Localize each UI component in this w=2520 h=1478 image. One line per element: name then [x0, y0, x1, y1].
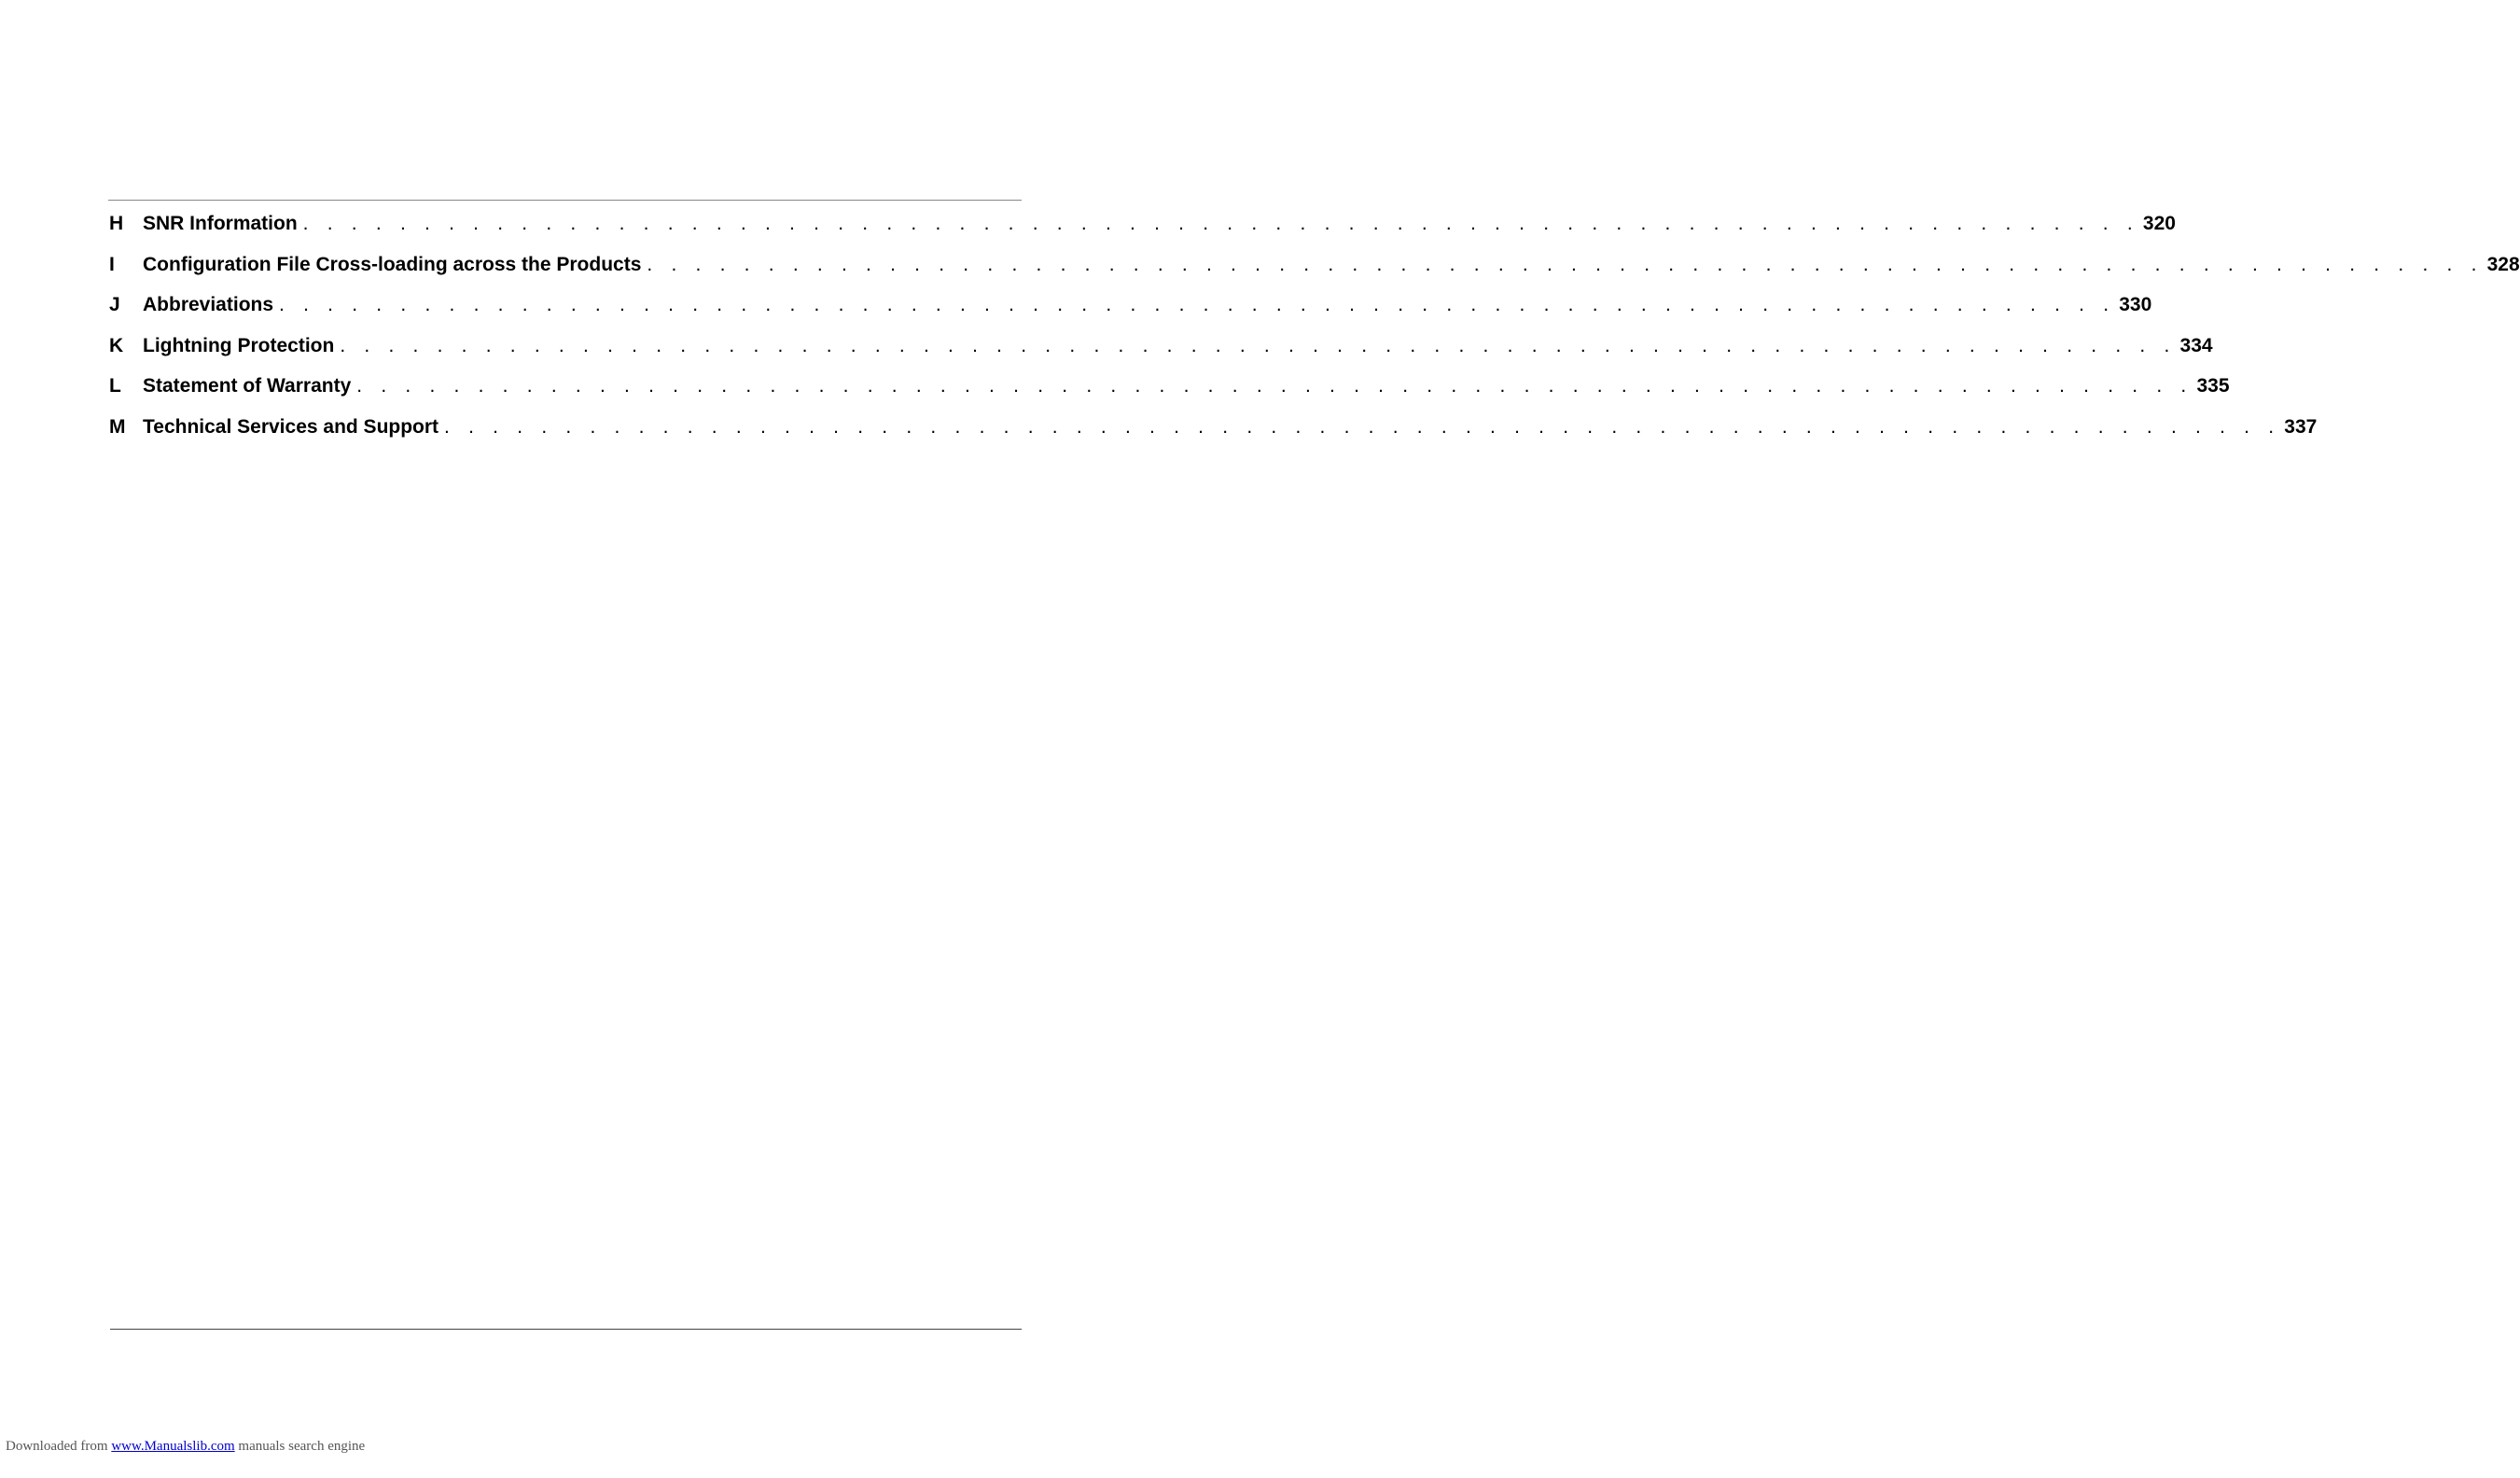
toc-entry-l[interactable] — [109, 370, 2230, 411]
footer-prefix: Downloaded from — [6, 1439, 108, 1454]
toc-entry-page[interactable]: 335 — [2196, 375, 2230, 397]
toc-dot-leader: . . . . . . . . . . . . . . . . . . . . . . . . . . . . . . . . . . . . . . . . . . . . . . . . . . . . . . . . . . . . . . . . . . . . . . . . . . . . — [444, 415, 2281, 438]
toc-entry-page[interactable]: 337 — [2284, 415, 2318, 438]
toc-entry-title[interactable]: Technical Services and Support — [143, 415, 439, 438]
footer-suffix: manuals search engine — [238, 1439, 366, 1454]
toc-entry-title[interactable]: Configuration File Cross-loading across the Products — [143, 253, 642, 275]
download-footer — [6, 1439, 365, 1455]
toc-entry-page[interactable]: 334 — [2179, 334, 2213, 356]
toc-entry-page[interactable]: 330 — [2119, 294, 2152, 316]
bottom-divider — [110, 1329, 1022, 1330]
toc-dot-leader: . . . . . . . . . . . . . . . . . . . . . . . . . . . . . . . . . . . . . . . . . . . . . . . . . . . . . . . . . . . . . . . . . . . . . . . . . . . . — [279, 294, 2116, 316]
toc-entry-letter: I — [109, 253, 115, 275]
toc-entry-page[interactable]: 320 — [2142, 213, 2176, 234]
toc-entry-i[interactable] — [109, 248, 2520, 289]
toc-dot-leader: . . . . . . . . . . . . . . . . . . . . . . . . . . . . . . . . . . . . . . . . . . . . . . . . . . . . . . . . . . . . . . . . . . . . . . . . . . . . — [356, 375, 2193, 397]
toc-entry-letter: K — [109, 334, 124, 356]
toc-entry-title[interactable]: Statement of Warranty — [143, 375, 352, 397]
toc-entry-title[interactable]: SNR Information — [143, 213, 298, 234]
toc-entry-title[interactable]: Abbreviations — [143, 294, 274, 316]
manualslib-link[interactable]: www.Manualslib.com — [111, 1439, 235, 1454]
toc-entry-title[interactable]: Lightning Protection — [143, 334, 335, 356]
toc-entry-letter: H — [109, 213, 124, 234]
toc-entry-h[interactable] — [109, 207, 2176, 248]
toc-entry-page[interactable]: 328 — [2486, 253, 2520, 275]
top-divider — [108, 200, 1022, 201]
toc-entry-letter: J — [109, 294, 120, 316]
toc-dot-leader: . . . . . . . . . . . . . . . . . . . . . . . . . . . . . . . . . . . . . . . . . . . . . . . . . . . . . . . . . . . . . . . . . . . . . . . . . . . . — [647, 253, 2484, 275]
table-of-contents — [109, 207, 2520, 452]
toc-entry-k[interactable] — [109, 329, 2213, 370]
toc-dot-leader: . . . . . . . . . . . . . . . . . . . . . . . . . . . . . . . . . . . . . . . . . . . . . . . . . . . . . . . . . . . . . . . . . . . . . . . . . . . . — [302, 213, 2139, 234]
toc-entry-letter: L — [109, 375, 121, 397]
toc-entry-m[interactable] — [109, 411, 2318, 452]
toc-entry-letter: M — [109, 415, 126, 438]
toc-entry-j[interactable] — [109, 288, 2152, 329]
toc-dot-leader: . . . . . . . . . . . . . . . . . . . . . . . . . . . . . . . . . . . . . . . . . . . . . . . . . . . . . . . . . . . . . . . . . . . . . . . . . . . . — [340, 334, 2177, 356]
